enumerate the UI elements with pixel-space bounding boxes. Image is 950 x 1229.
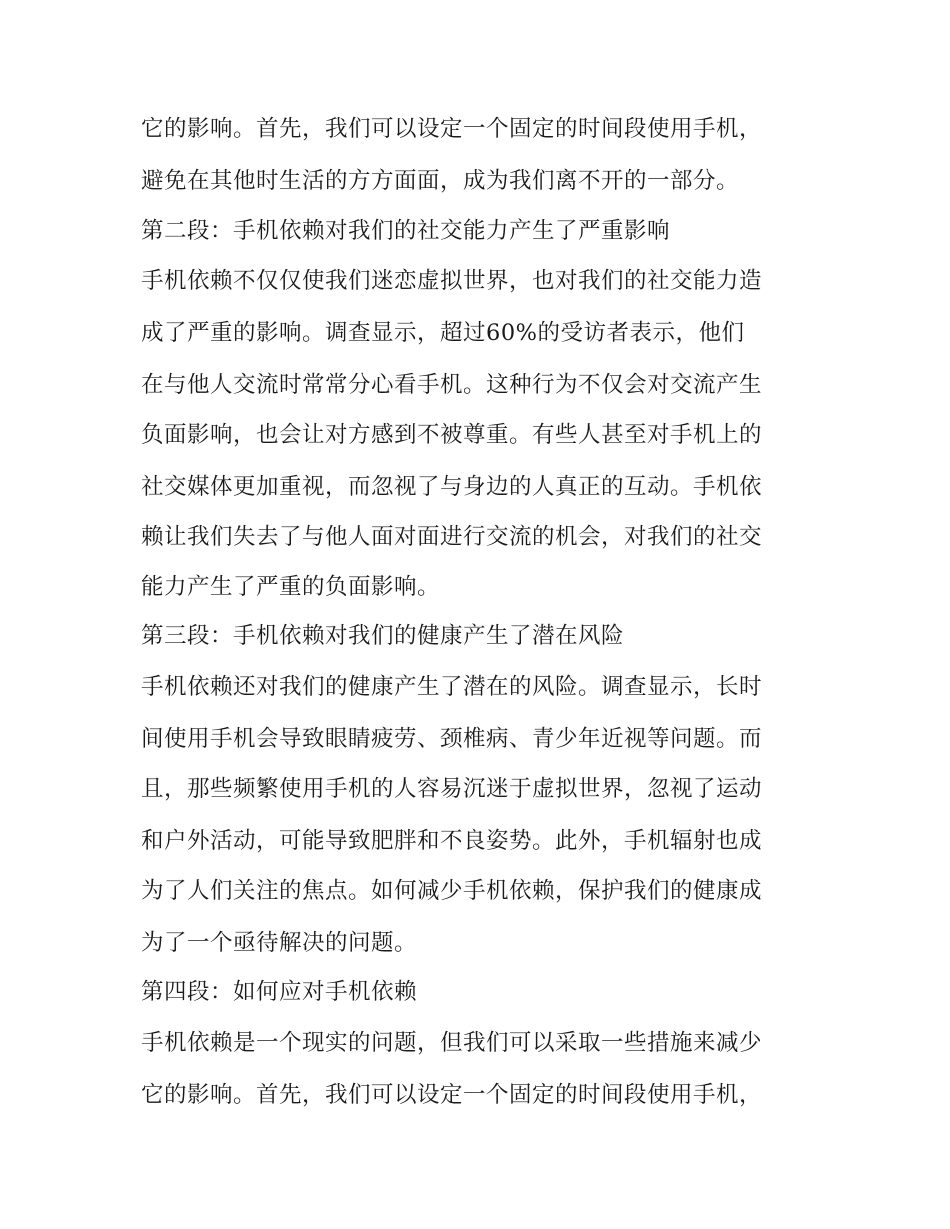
section-heading: 第四段：如何应对手机依赖 [141, 979, 418, 1005]
text-line: 成了严重的影响。调查显示，超过60%的受访者表示，他们 [141, 320, 745, 346]
text-line: 能力产生了严重的负面影响。 [141, 574, 441, 600]
text-line: 在与他人交流时常常分心看手机。这种行为不仅会对交流产生 [141, 372, 763, 398]
text-line: 赖让我们失去了与他人面对面进行交流的机会，对我们的社交 [141, 524, 763, 550]
text-line: 社交媒体更加重视，而忽视了与身边的人真正的互动。手机依 [141, 474, 763, 500]
section-heading: 第三段：手机依赖对我们的健康产生了潜在风险 [141, 623, 625, 649]
text-line: 且，那些频繁使用手机的人容易沉迷于虚拟世界，忽视了运动 [141, 776, 763, 802]
text-line: 为了人们关注的焦点。如何减少手机依赖，保护我们的健康成 [141, 878, 763, 904]
text-line: 避免在其他时生活的方方面面，成为我们离不开的一部分。 [141, 168, 740, 194]
text-line: 手机依赖还对我们的健康产生了潜在的风险。调查显示，长时 [141, 674, 763, 700]
text-line: 它的影响。首先，我们可以设定一个固定的时间段使用手机， [141, 1082, 763, 1108]
text-line: 间使用手机会导致眼睛疲劳、颈椎病、青少年近视等问题。而 [141, 726, 763, 752]
text-line: 手机依赖不仅仅使我们迷恋虚拟世界，也对我们的社交能力造 [141, 268, 763, 294]
section-heading: 第二段：手机依赖对我们的社交能力产生了严重影响 [141, 218, 671, 244]
text-line: 负面影响，也会让对方感到不被尊重。有些人甚至对手机上的 [141, 422, 763, 448]
text-line: 为了一个亟待解决的问题。 [141, 930, 418, 956]
text-line: 它的影响。首先，我们可以设定一个固定的时间段使用手机， [141, 116, 763, 142]
text-line: 手机依赖是一个现实的问题，但我们可以采取一些措施来减少 [141, 1030, 763, 1056]
text-line: 和户外活动，可能导致肥胖和不良姿势。此外，手机辐射也成 [141, 828, 763, 854]
